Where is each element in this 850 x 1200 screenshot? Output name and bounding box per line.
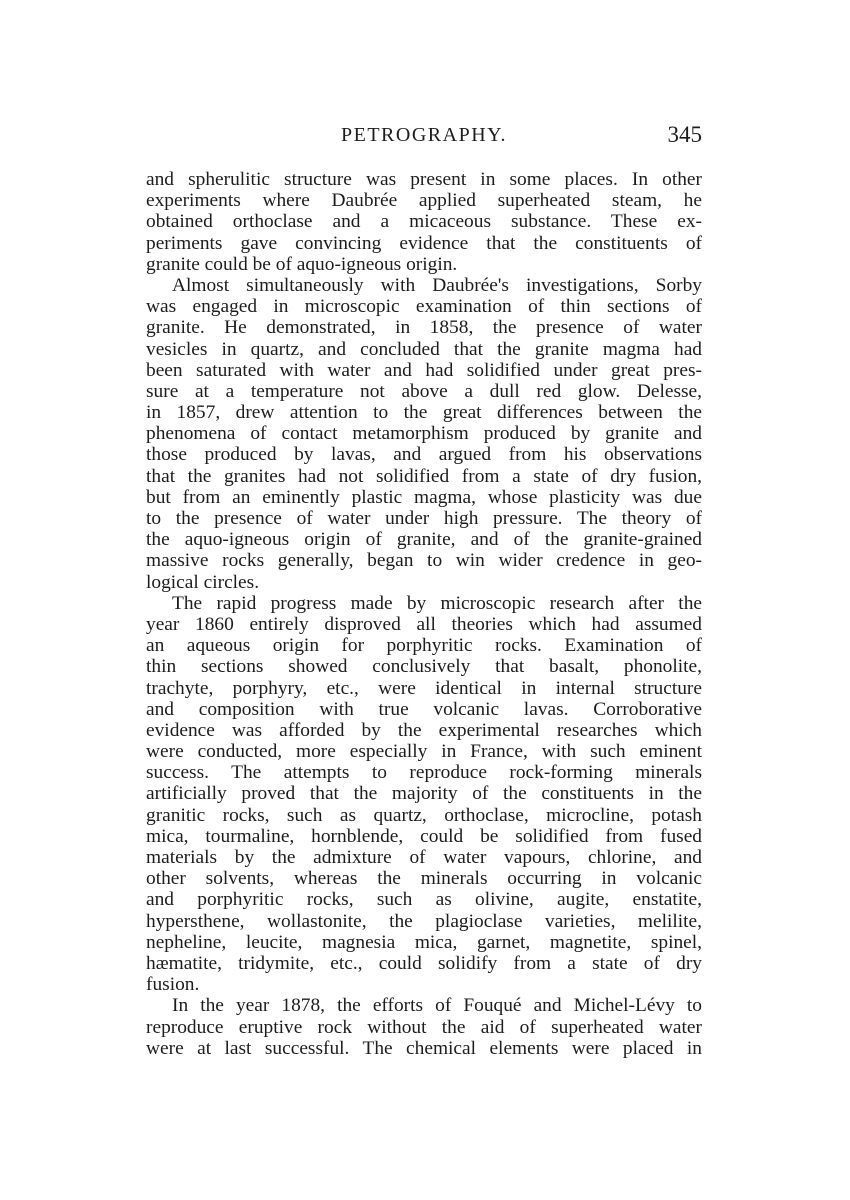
text-line: In the year 1878, the efforts of Fouqué and Michel-Lévy to [172, 995, 702, 1017]
running-title: PETROGRAPHY. [341, 124, 507, 146]
text-line: year 1860 entirely disproved all theories which had assumed [146, 613, 702, 635]
body-text [146, 169, 702, 1059]
text-line: trachyte, porphyry, etc., were identical in internal structure [146, 677, 702, 699]
text-line: nepheline, leucite, magnesia mica, garnet, magnetite, spinel, [146, 931, 702, 953]
text-line: reproduce eruptive rock without the aid of superheated water [146, 1016, 702, 1038]
text-line: but from an eminently plastic magma, whose plasticity was due [146, 486, 702, 508]
text-line: massive rocks generally, began to win wider credence in geo- [146, 550, 702, 572]
text-line: mica, tourmaline, hornblende, could be solidified from fused [146, 825, 702, 847]
text-line: success. The attempts to reproduce rock-forming minerals [146, 762, 702, 784]
text-line: hypersthene, wollastonite, the plagioclase varieties, melilite, [146, 910, 702, 932]
running-head [146, 120, 702, 154]
text-line: the aquo-igneous origin of granite, and of the granite-grained [146, 529, 702, 551]
text-line: Almost simultaneously with Daubrée's investigations, Sorby [172, 274, 702, 296]
text-line: experiments where Daubrée applied superheated steam, he [146, 190, 702, 212]
text-line: sure at a temperature not above a dull red glow. Delesse, [146, 380, 702, 402]
text-line: obtained orthoclase and a micaceous substance. These ex- [146, 211, 702, 233]
page-number: 345 [667, 122, 702, 147]
text-line: and spherulitic structure was present in some places. In other [146, 169, 702, 190]
text-line: materials by the admixture of water vapours, chlorine, and [146, 847, 702, 868]
text-line: granitic rocks, such as quartz, orthoclase, microcline, potash [146, 804, 702, 826]
text-line: The rapid progress made by microscopic research after the [172, 592, 702, 614]
text-line: that the granites had not solidified from a state of dry fusion, [146, 465, 702, 487]
text-line: was engaged in microscopic examination of thin sections of [146, 296, 702, 318]
text-line: and composition with true volcanic lavas. Corroborative [146, 698, 702, 720]
text-line: artificially proved that the majority of the constituents in the [146, 783, 702, 805]
text-line: periments gave convincing evidence that the constituents of [146, 232, 702, 254]
text-line: logical circles. [146, 571, 260, 593]
text-line: were conducted, more especially in France, with such eminent [146, 741, 702, 763]
text-line: fusion. [146, 974, 200, 996]
text-line: thin sections showed conclusively that basalt, phonolite, [146, 656, 702, 678]
text-line: been saturated with water and had solidified under great pres- [146, 359, 702, 381]
text-line: to the presence of water under high pressure. The theory of [146, 508, 702, 529]
text-line: other solvents, whereas the minerals occurring in volcanic [146, 868, 702, 890]
text-line: an aqueous origin for porphyritic rocks. Examination of [146, 635, 702, 657]
text-line: granite could be of aquo-igneous origin. [146, 253, 458, 275]
text-line: vesicles in quartz, and concluded that the granite magma had [146, 338, 702, 360]
text-line: phenomena of contact metamorphism produced by granite and [146, 423, 702, 445]
text-line: those produced by lavas, and argued from his observations [146, 444, 702, 466]
text-line: and porphyritic rocks, such as olivine, augite, enstatite, [146, 889, 702, 911]
text-line: were at last successful. The chemical elements were placed in [146, 1037, 702, 1059]
text-line: evidence was afforded by the experimental researches which [146, 719, 702, 741]
text-line: in 1857, drew attention to the great differences between the [146, 402, 702, 424]
text-line: granite. He demonstrated, in 1858, the presence of water [146, 317, 702, 339]
text-line: hæmatite, tridymite, etc., could solidify from a state of dry [146, 952, 702, 974]
